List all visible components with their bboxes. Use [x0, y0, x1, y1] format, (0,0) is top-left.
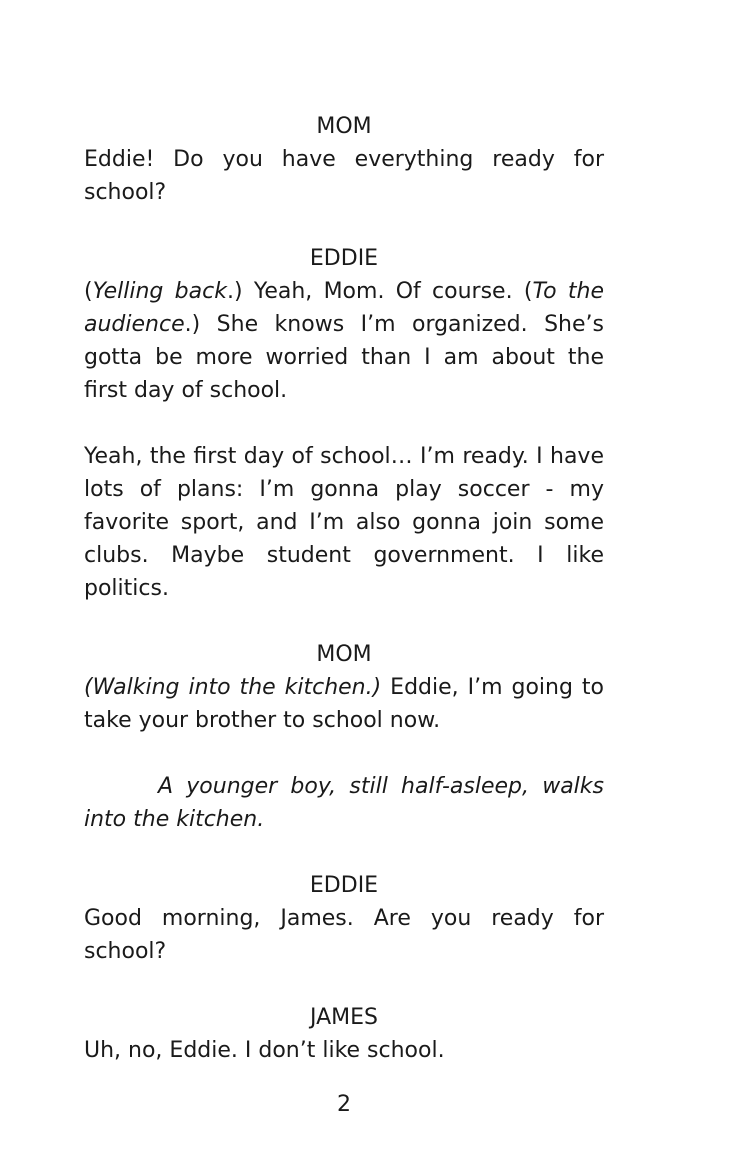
dialogue-line: Yeah, the first day of school… I’m ready. I have lots of plans: I’m gonna play soccer - my favorite sport, and I’m also gonna join some clubs. Maybe student government. I like politics.	[84, 444, 604, 601]
dialogue-line	[84, 671, 604, 737]
stage-direction-inline: (Walking into the kitchen.)	[84, 675, 382, 700]
dialogue-line	[84, 275, 604, 407]
dialogue-fragment: Eddie, I’m going to take your brother to school now.	[84, 675, 604, 733]
script-page	[84, 110, 604, 1067]
speaker-name: MOM	[316, 642, 372, 667]
speaker-name: EDDIE	[309, 873, 379, 898]
dialogue-line: Eddie! Do you have everything ready for school?	[84, 147, 604, 205]
stage-direction-inline: To the audience	[84, 279, 605, 337]
page-number: 2	[337, 1092, 351, 1117]
dialogue-line: Uh, no, Eddie. I don’t like school.	[84, 1038, 445, 1063]
speaker-name: EDDIE	[309, 246, 379, 271]
dialogue-fragment: .) She knows I’m organized. She’s gotta be more worried than I am about the first day of school.	[84, 312, 604, 403]
dialogue-fragment: .) Yeah, Mom. Of course. (	[226, 279, 533, 304]
speaker-name: MOM	[316, 114, 372, 139]
stage-direction: A younger boy, still half-asleep, walks into the kitchen.	[84, 774, 604, 832]
stage-direction-inline: Yelling back	[92, 279, 227, 304]
speaker-name: JAMES	[310, 1005, 378, 1030]
dialogue-line: Good morning, James. Are you ready for school?	[84, 906, 604, 964]
dialogue-fragment: (	[84, 279, 93, 304]
